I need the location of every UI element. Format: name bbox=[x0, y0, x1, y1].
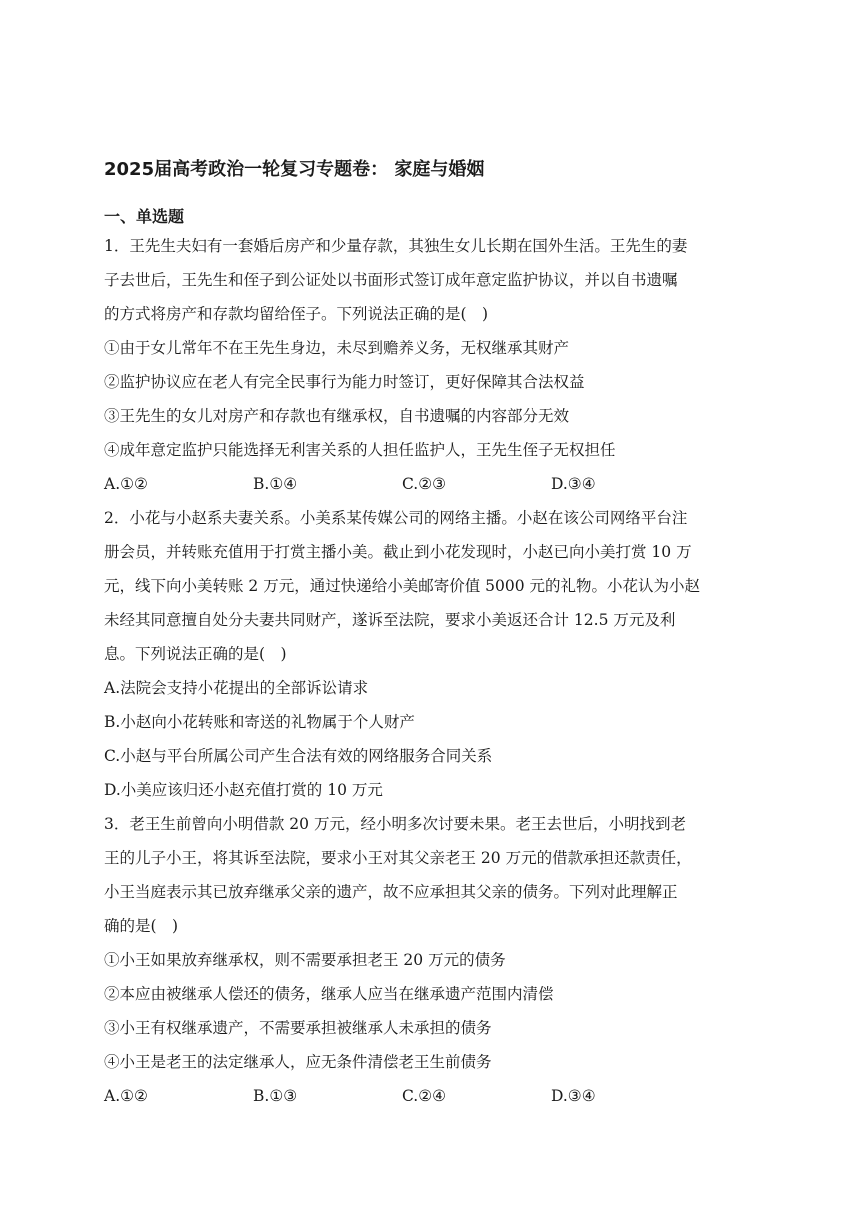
question-stem-line: 3．老王生前曾向小明借款 20 万元，经小明多次讨要未果。老王去世后，小明找到老 bbox=[104, 815, 686, 833]
option-c: C.②④ bbox=[402, 1087, 447, 1105]
statement-line: ①由于女儿常年不在王先生身边，未尽到赡养义务，无权继承其财产 bbox=[104, 339, 570, 357]
document-body bbox=[104, 152, 760, 1113]
question-2 bbox=[104, 501, 760, 807]
option-d: D.③④ bbox=[551, 1087, 596, 1105]
statement-line: ②监护协议应在老人有完全民事行为能力时签订，更好保障其合法权益 bbox=[104, 373, 585, 391]
option-c: C.小赵与平台所属公司产生合法有效的网络服务合同关系 bbox=[104, 747, 493, 765]
option-b: B.小赵向小花转账和寄送的礼物属于个人财产 bbox=[104, 713, 415, 731]
answer-options bbox=[104, 1079, 760, 1113]
option-a: A.法院会支持小花提出的全部诉讼请求 bbox=[104, 679, 369, 697]
question-stem-line: 2．小花与小赵系夫妻关系。小美系某传媒公司的网络主播。小赵在该公司网络平台注 bbox=[104, 509, 688, 527]
statement-line: ①小王如果放弃继承权，则不需要承担老王 20 万元的债务 bbox=[104, 951, 506, 969]
option-b: B.①③ bbox=[253, 1087, 298, 1105]
question-3 bbox=[104, 807, 760, 1113]
question-stem-line: 册会员，并转账充值用于打赏主播小美。截止到小花发现时，小赵已向小美打赏 10 万 bbox=[104, 543, 692, 561]
option-a: A.①② bbox=[104, 1087, 148, 1105]
question-stem-line: 元，线下向小美转账 2 万元，通过快递给小美邮寄价值 5000 元的礼物。小花认为小赵 bbox=[104, 577, 701, 595]
question-stem-line: 息。下列说法正确的是( ) bbox=[104, 645, 287, 663]
statement-line: ③小王有权继承遗产，不需要承担被继承人未承担的债务 bbox=[104, 1019, 492, 1037]
question-1 bbox=[104, 229, 760, 501]
question-stem-line: 确的是( ) bbox=[104, 917, 179, 935]
option-c: C.②③ bbox=[402, 475, 447, 493]
statement-line: ④成年意定监护只能选择无利害关系的人担任监护人，王先生侄子无权担任 bbox=[104, 441, 616, 459]
question-stem-line: 未经其同意擅自处分夫妻共同财产，遂诉至法院，要求小美返还合计 12.5 万元及利 bbox=[104, 611, 676, 629]
option-b: B.①④ bbox=[253, 475, 298, 493]
question-stem-line: 子去世后，王先生和侄子到公证处以书面形式签订成年意定监护协议，并以自书遗嘱 bbox=[104, 271, 678, 289]
question-stem-line: 的方式将房产和存款均留给侄子。下列说法正确的是( ) bbox=[104, 305, 489, 323]
question-stem-line: 小王当庭表示其已放弃继承父亲的遗产，故不应承担其父亲的债务。下列对此理解正 bbox=[104, 883, 678, 901]
option-d: D.小美应该归还小赵充值打赏的 10 万元 bbox=[104, 781, 383, 799]
answer-options bbox=[104, 467, 760, 501]
statement-line: ④小王是老王的法定继承人，应无条件清偿老王生前债务 bbox=[104, 1053, 492, 1071]
question-stem-line: 1．王先生夫妇有一套婚后房产和少量存款，其独生女儿长期在国外生活。王先生的妻 bbox=[104, 237, 688, 255]
statement-line: ②本应由被继承人偿还的债务，继承人应当在继承遗产范围内清偿 bbox=[104, 985, 554, 1003]
statement-line: ③王先生的女儿对房产和存款也有继承权，自书遗嘱的内容部分无效 bbox=[104, 407, 570, 425]
option-a: A.①② bbox=[104, 475, 148, 493]
section-heading: 一、单选题 bbox=[104, 207, 185, 226]
document-title: 2025届高考政治一轮复习专题卷： 家庭与婚姻 bbox=[104, 159, 485, 180]
option-d: D.③④ bbox=[551, 475, 596, 493]
question-stem-line: 王的儿子小王，将其诉至法院，要求小王对其父亲老王 20 万元的借款承担还款责任， bbox=[104, 849, 692, 867]
